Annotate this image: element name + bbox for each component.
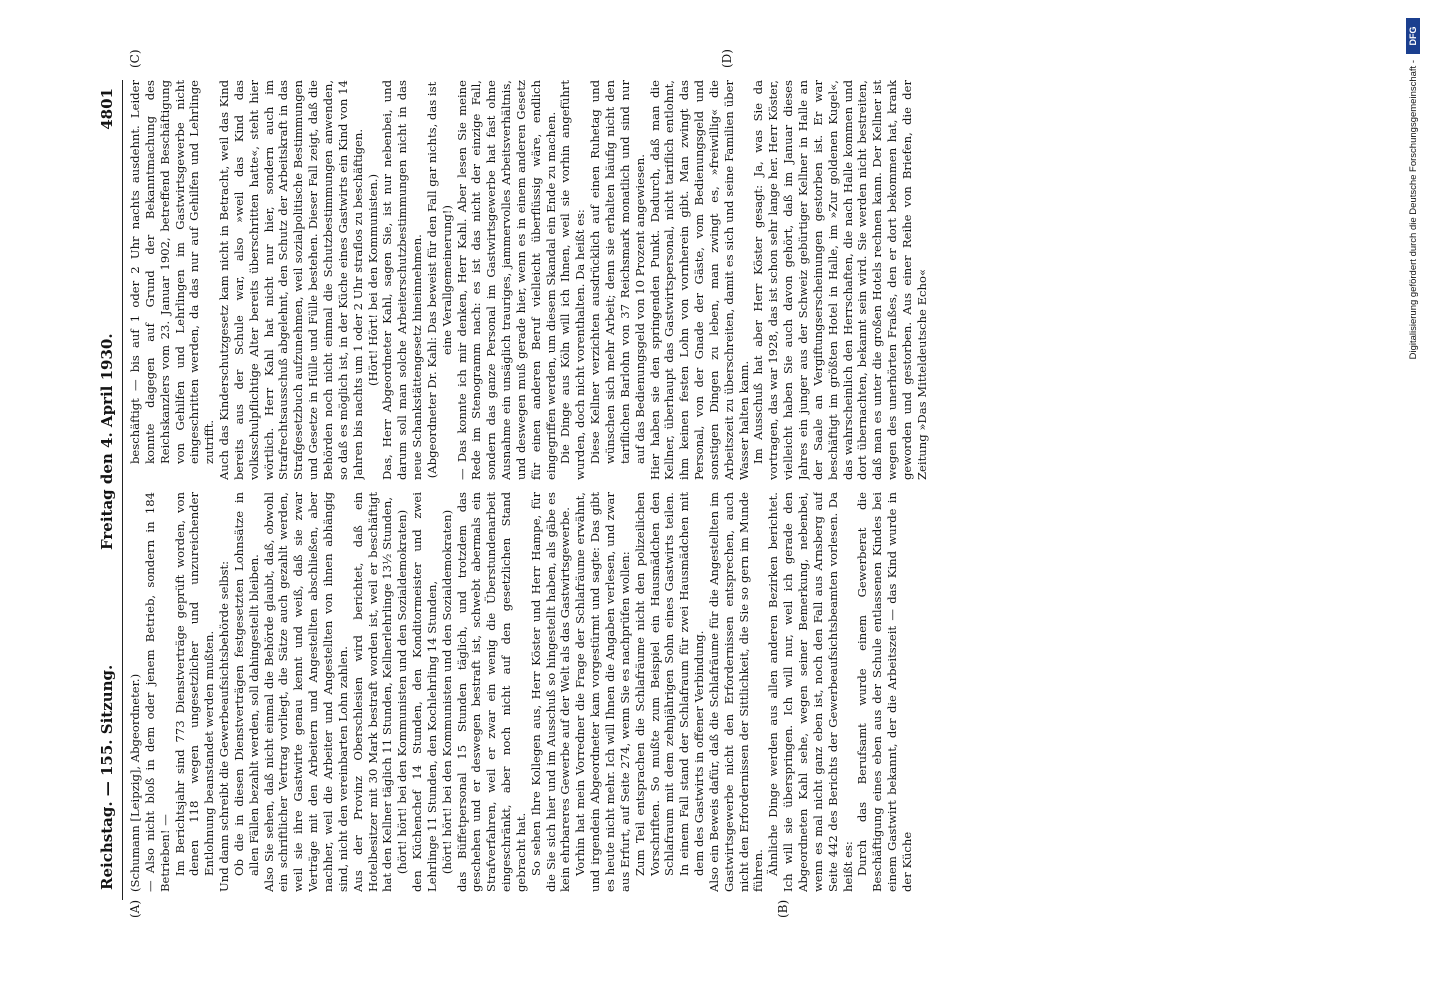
paragraph: Das, Herr Abgeordneter Kahl, sagen Sie, ist nur nebenbei, und darum soll man solche Arbeiterschutzbestimmungen nicht in das neue Schankstättengesetz hineinnehmen. [380,80,425,480]
text-column-right [128,80,1318,480]
margin-marker-d: (D) [720,49,734,68]
interjection: (hört! hört! bei den Kommunisten und den Sozialdemokraten) [439,509,454,875]
interjection: (hört! hört! bei den Kommunisten und den Sozialdemokraten) [395,509,410,875]
paragraph: Vorhin hat mein Vorredner die Frage der Schlafräume erwähnt, und irgendein Abgeordneter kam vorgestürmt und sagte: Das gibt es heute nicht mehr. Ich will Ihnen die Angaben verlesen, und zwar aus Erfurt, auf Seite 274, wenn Sie es nachprüfen wollen: [573,492,632,892]
paragraph: Hier haben sie den springenden Punkt. Dadurch, daß man die Kellner, überhaupt das Gastwirtspersonal, nicht tariflich entlohnt, ihm keinen festen Lohn von vornherein gibt. Man zwingt das Personal, von der Gnade der Gäste, vom Bedienungsgeld und sonstigen Dingen zu leben, man zwingt es, »freiwillig« die Arbeitszeit zu überschreiten, damit es sich und seine Familien über Wasser halten kann. [647,80,751,480]
text-column-left [128,492,1318,892]
interjection: (Abgeordneter Dr. Kahl: Das beweist für den Fall gar nichts, das ist eine Verallgemeinerung!) [424,81,454,479]
page-header [92,80,122,910]
paragraph: Auch das Kinderschutzgesetz kam nicht in Betracht, weil das Kind bereits aus der Schule war, also »weil das Kind das volksschulpflichtige Alter bereits überschritten hatte«, steht hier wörtlich. Herr Kahl hat nicht nur hier, sondern auch im Strafrechtsausschuß abgelehnt, den Schutz der Arbeitskraft in das Strafgesetzbuch aufzunehmen, weil sozialpolitische Bestimmungen und Gesetze in Hülle und Fülle bestehen. Dieser Fall zeigt, daß die Behörden noch nicht einmal die Schutzbestimmungen anwenden, so daß es möglich ist, in der Küche eines Gastwirts ein Kind von 14 Jahren bis nachts um 1 oder 2 Uhr straflos zu beschäftigen. [217,80,365,480]
paragraph: Die Dinge aus Köln will ich Ihnen, weil sie vorhin angeführt wurden, doch nicht vorenthalten. Da heißt es: [558,80,588,480]
quote-paragraph: Diese Kellner verzichten ausdrücklich auf einen Ruhetag und wünschen sich mehr Arbeit; denn sie erhalten häufig nicht den tariflichen Barlohn von 37 Reichsmark monatlich und sind nur auf das Bedienungsgeld von 10 Prozent angewiesen. [588,80,647,464]
margin-marker-a: (A) [128,899,142,918]
paragraph: So sehen Ihre Kollegen aus, Herr Köster und Herr Hampe, für die Sie sich hier und im Ausschuß so hingestellt haben, als gäbe es kein ehrbareres Gewerbe auf der Welt als das Gastwirtsgewerbe. [528,492,573,892]
margin-marker-b: (B) [776,899,790,918]
paragraph: Also ein Beweis dafür, daß die Schlafräume für die Angestellten im Gastwirtsgewerbe nicht den Erfordernissen entsprechen, auch nicht den Erfordernissen der Sittlichkeit, die Sie so gern im Munde führen. [706,492,766,892]
margin-marker-c: (C) [128,49,142,68]
paragraph: Durch das Berufsamt wurde einem Gewerberat die Beschäftigung eines eben aus der Schule entlassenen Kindes bei einem Gastwirt bekannt, der die Arbeitszeit — das Kind wurde in der Küche [855,492,914,892]
paragraph: Im Ausschuß hat aber Herr Köster gesagt: Ja, was Sie da vortragen, das war 1928, das ist schon sehr lange her. Herr Köster, vielleicht haben Sie auch davon gehört, daß im Januar dieses Jahres ein junger aus der Schweiz gebürtiger Kellner in Halle an der Saale an Vergiftungserscheinungen gestorben ist. Er war beschäftigt im größten Hotel in Halle, im »Zur goldenen Kugel«, das wahrscheinlich den Herrschaften, die nach Halle kommen und dort übernachten, bekannt sein wird. Sie werden nicht bestreiten, daß man es unter die großen Hotels rechnen kann. Der Kellner ist wegen des unerhörten Fraßes, den er dort bekommen hat, krank geworden und gestorben. Aus einer Reihe von Briefen, die der Zeitung »Das Mitteldeutsche Echo« [751,80,929,480]
paragraph: Und dann schreibt die Gewerbeaufsichtsbehörde selbst: [217,560,232,892]
paragraph: das Büffetpersonal 15 Stunden täglich, und trotzdem das geschehen und er deswegen bestraft ist, schwebt abermals ein Strafverfahren, weil er zwar ein wenig die Überstundenarbeit eingeschränkt, aber noch nicht auf den gesetzlichen Stand gebracht hat. [454,492,528,892]
footer-credit: Digitalisierung gefördert durch die Deutsche Forschungsgemeinschaft - [1408,60,1419,360]
header-session: Reichstag. — 155. Sitzung. [98,664,116,890]
quote-paragraph: Im Berichtsjahr sind 773 Dienstverträge geprüft worden, von denen 118 wegen ungesetzlicher und unzureichender Entlohnung beanstandet werden mußten. [172,492,217,876]
paragraph: Also Sie sehen, daß nicht einmal die Behörde glaubt, daß, obwohl ein schriftlicher Vertrag vorliegt, die Sätze auch gezahlt werden, weil sie ihre Gastwirte genau kennt und weiß, daß sie zwar Verträge mit den Arbeitern und Angestellten abschließen, aber nachher, weil die Arbeiter und Angestellten von ihnen abhängig sind, nicht den vereinbarten Lohn zahlen. [261,492,350,892]
paragraph: — Also nicht bloß in dem oder jenem Betrieb, sondern in 184 Betrieben! — [142,492,172,892]
speaker-line: (Schumann [Leipzig], Abgeordneter.) [128,673,142,892]
quote-paragraph: Ob die in diesen Dienstverträgen festgesetzten Lohnsätze in allen Fällen bezahlt werden, soll dahingestellt bleiben. [231,492,261,876]
paragraph: Ähnliche Dinge werden aus allen anderen Bezirken berichtet. Ich will sie überspringen. Ich will nur, weil ich gerade den Abgeordneten Kahl sehe, wegen seiner Bemerkung, nebenbei, wenn es mal nicht ganz eben ist, noch den Fall aus Arnsberg auf Seite 442 des Berichts der Gewerbeaufsichtsbeamten vorlesen. Da heißt es: [766,492,855,892]
quote-paragraph: Zum Teil entsprachen die Schlafräume nicht den polizeilichen Vorschriften. So mußte zum Beispiel ein Hausmädchen den Schlafraum mit dem zehnjährigen Sohn eines Gastwirts teilen. In einem Fall stand der Schlafraum für zwei Hausmädchen mit dem des Gastwirts in offener Verbindung. [632,492,707,876]
header-rule [122,80,123,900]
header-date: Freitag den 4. April 1930. [98,333,116,550]
paragraph: den Küchenchef 14 Stunden, den Konditormeister und zwei Lehrlinge 11 Stunden, den Kochlehrling 14 Stunden, [410,492,439,892]
quote-paragraph: beschäftigt — bis auf 1 oder 2 Uhr nachts ausdehnt. Leider konnte dagegen auf Grund der Bekanntmachung des Reichskanzlers vom 23. Januar 1902, betreffend Beschäftigung von Gehilfen und Lehrlingen im Gastwirtsgewerbe nicht eingeschritten werden, da das nur auf Gehilfen und Lehrlinge zutrifft. [128,80,217,464]
dfg-logo: DFG [1406,18,1420,54]
paragraph: — Das konnte ich mir denken, Herr Kahl. Aber lesen Sie meine Rede im Stenogramm nach: es ist das nicht der einzige Fall, sondern das ganze Personal im Gastwirtsgewerbe hat fast ohne Ausnahme ein unsäglich trauriges, jammervolles Arbeitsverhältnis, und deswegen muß gerade hier, wenn es in einem anderen Gesetz für einen anderen Beruf vielleicht überflüssig wäre, endlich eingegriffen werden, um diesem Skandal ein Ende zu machen. [454,80,558,480]
paragraph: Aus der Provinz Oberschlesien wird berichtet, daß ein Hotelbesitzer mit 30 Mark bestraft worden ist, weil er beschäftigt hat den Kellner täglich 11 Stunden, Kellnerlehrlinge 13½ Stunden, [350,492,395,892]
interjection: (Hört! Hört! bei den Kommunisten.) [365,174,380,387]
page-number: 4801 [98,88,116,130]
